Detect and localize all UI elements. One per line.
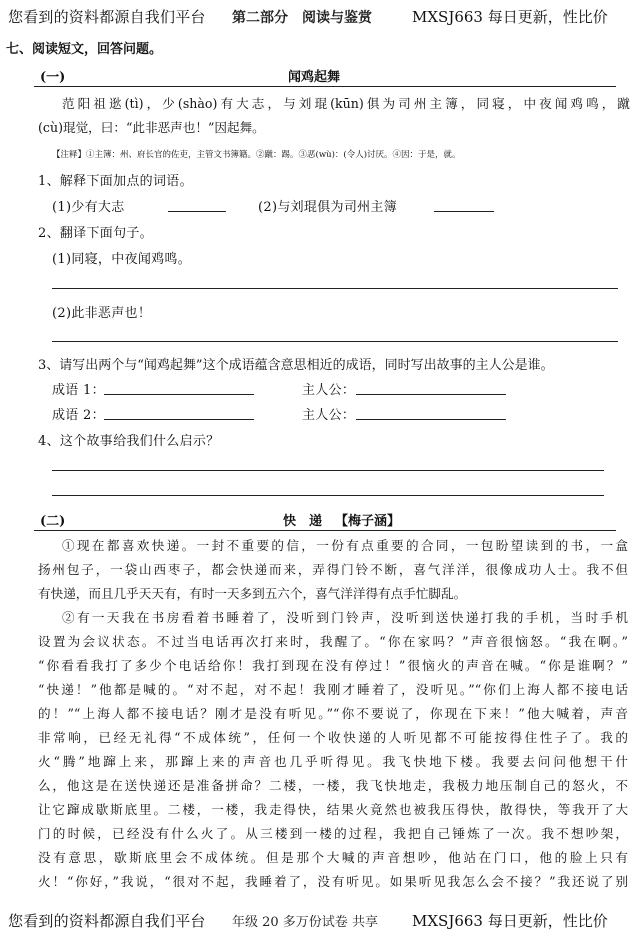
paragraph-line: 么，他这是在送快递还是准备拼命？二楼，一楼，我飞快地走，我极力地压制自己的怒火，不 xyxy=(38,778,628,793)
question-1a: (1)少有大志 xyxy=(52,200,125,215)
paragraph-line: 没有意思，歇斯底里会不成体统。但是那个大喊的声音想吵，他站在门口，他的脸上只有 xyxy=(38,850,628,865)
watermark-bottom-right: MXSJ663 每日更新，性比价 xyxy=(412,912,608,930)
paragraph-line: ①现在都喜欢快递。一封不重要的信，一份有点重要的合同，一包盼望读到的书，一盒 xyxy=(62,538,628,553)
question-1: 1、解释下面加点的词语。 xyxy=(38,174,193,189)
passage1-line: 范阳祖逖(tì)，少(shào)有大志，与刘琨(kūn)俱为司州主簿，同寝，中夜闻鸡鸣，蹴 xyxy=(62,96,630,111)
idiom-1-label: 成语 1： xyxy=(52,383,105,398)
paragraph-line: ②有一天我在书房看着书睡着了，没听到门铃声，没听到送快递打我的手机，当时手机 xyxy=(62,610,628,625)
answer-line-1a[interactable] xyxy=(168,211,226,212)
paragraph-line: 让它蹿成歇斯底里。二楼，一楼，我走得快，结果火竟然也被我压得快，散得快，等我开了大 xyxy=(38,802,628,817)
passage1-rule xyxy=(34,86,616,87)
answer-line-1b[interactable] xyxy=(434,211,494,212)
passage2-label: (二) xyxy=(40,514,66,529)
paragraph-line: 设置为会议状态。不过当电话再次打来时，我醒了。“你在家吗？”声音很恼怒。“我在啊。” xyxy=(38,634,628,649)
passage1-body xyxy=(38,92,630,140)
question-1b: (2)与刘琨俱为司州主簿 xyxy=(258,200,398,215)
answer-line-idiom-2[interactable] xyxy=(104,419,254,420)
question-2a: (1)同寝，中夜闻鸡鸣。 xyxy=(52,252,192,267)
passage2-author: 【梅子涵】 xyxy=(335,514,401,529)
answer-line-2a[interactable] xyxy=(52,288,618,289)
question-4: 4、这个故事给我们什么启示？ xyxy=(38,434,220,449)
watermark-bottom-left: 您看到的资料都源自我们平台 xyxy=(8,912,206,930)
paragraph-line: 火“腾”地蹿上来，那蹿上来的声音也几乎听得见。我飞快地下楼。我要去问问他想干什 xyxy=(38,754,628,769)
question-2b: (2)此非恶声也！ xyxy=(52,306,152,321)
hero-2-label: 主人公： xyxy=(302,408,356,423)
answer-line-hero-1[interactable] xyxy=(356,394,506,395)
passage1-label: (一) xyxy=(40,70,66,85)
idiom-2-label: 成语 2： xyxy=(52,408,105,423)
passage2-title: 快 递 xyxy=(283,514,323,529)
passage2-paragraph-1 xyxy=(38,534,628,606)
paragraph-line: “你看看我打了多少个电话给你！我打到现在没有停过！”很恼火的声音在喊。“你是谁啊？” xyxy=(38,658,628,673)
hero-1-label: 主人公： xyxy=(302,383,356,398)
question-2: 2、翻译下面句子。 xyxy=(38,226,153,241)
passage1-title: 闻鸡起舞 xyxy=(288,70,341,85)
watermark-top-right: MXSJ663 每日更新，性比价 xyxy=(412,8,608,26)
paragraph-line: 火！“你好，”我说，“很对不起，我睡着了，没有听见。如果听见我怎么会不接？”我还说了别 xyxy=(38,874,628,889)
question-3: 3、请写出两个与“闻鸡起舞”这个成语蕴含意思相近的成语，同时写出故事的主人公是谁。 xyxy=(38,358,554,373)
paragraph-line: 的！”“上海人都不接电话？刚才是没有听见。”“你不要说了，你现在下来！”他大喊着，声音 xyxy=(38,706,628,721)
paragraph-line: “快递！”他都是喊的。“对不起，对不起！我刚才睡着了，没听见。”“你们上海人都不接电话 xyxy=(38,682,628,697)
paragraph-line: 非常响，已经无礼得“不成体统”，任何一个收快递的人听见都不可能按得住性子了。我的 xyxy=(38,730,628,745)
answer-line-4a[interactable] xyxy=(52,470,604,471)
watermark-top-left: 您看到的资料都源自我们平台 xyxy=(8,8,206,26)
answer-line-4b[interactable] xyxy=(52,495,604,496)
passage1-line: (cù)琨觉，曰：“此非恶声也！”因起舞。 xyxy=(38,120,265,135)
section-title: 七、阅读短文，回答问题。 xyxy=(6,42,163,57)
passage2-paragraph-2 xyxy=(38,606,628,894)
watermark-overlay-bottom: 年级 20 多万份试卷 共享 xyxy=(232,911,378,930)
passage1-note: 【注释】①主簿：州、府长官的佐吏，主管文书簿籍。②蹴：踢。③恶(wù)：(令人)讨厌。④因：于是，就。 xyxy=(52,150,461,160)
answer-line-idiom-1[interactable] xyxy=(104,394,254,395)
answer-line-2b[interactable] xyxy=(52,341,618,342)
passage2-rule xyxy=(34,530,616,531)
paragraph-line: 有快递，而且几乎天天有，有时一天多到五六个，喜气洋洋得有点手忙脚乱。 xyxy=(38,586,467,601)
paragraph-line: 扬州包子，一袋山西枣子，都会快递而来，弄得门铃不断，喜气洋洋，很像成功人士。我不但 xyxy=(38,562,628,577)
watermark-overlay-top: 第二部分 阅读与鉴赏 xyxy=(232,7,372,27)
answer-line-hero-2[interactable] xyxy=(356,419,506,420)
paragraph-line: 门的时候，已经没有什么火了。从三楼到一楼的过程，我把自己锤炼了一次。我不想吵架， xyxy=(38,826,628,841)
